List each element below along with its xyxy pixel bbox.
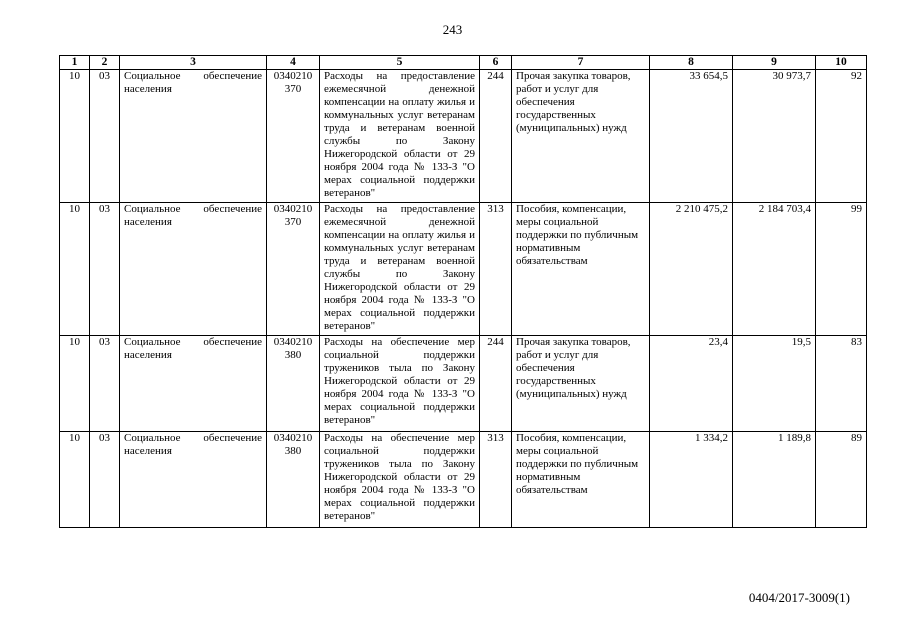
actual-amount: 1 189,8 <box>733 432 816 528</box>
document-code: 0404/2017-3009(1) <box>748 590 850 605</box>
expense-type-code: 313 <box>480 432 512 528</box>
column-header: 2 <box>90 56 120 70</box>
expense-description: Расходы на предоставление ежемесячной денежной компенсации на оплату жилья и коммунальных услуг ветеранам труда и ветеранам военной службы по Закону Нижегородской области от 29 ноября 2004 года № 133-З "О мерах социальной поддержки ветеранов" <box>320 203 480 336</box>
section-name: Социальное обеспечение населения <box>120 336 267 432</box>
table-row <box>60 203 867 336</box>
table-row <box>60 70 867 203</box>
section-code: 10 <box>60 336 90 432</box>
planned-amount: 23,4 <box>650 336 733 432</box>
table-header-row <box>60 56 867 70</box>
subsection-code: 03 <box>90 432 120 528</box>
expense-type-code: 313 <box>480 203 512 336</box>
section-code: 10 <box>60 203 90 336</box>
expense-type-name: Прочая закупка товаров, работ и услуг для обеспечения государственных (муниципальных) нужд <box>512 70 650 203</box>
column-header: 4 <box>267 56 320 70</box>
execution-percent: 83 <box>816 336 867 432</box>
planned-amount: 33 654,5 <box>650 70 733 203</box>
section-code: 10 <box>60 432 90 528</box>
column-header: 7 <box>512 56 650 70</box>
target-article-code: 0340210 380 <box>267 432 320 528</box>
subsection-code: 03 <box>90 336 120 432</box>
budget-table <box>59 55 867 528</box>
column-header: 6 <box>480 56 512 70</box>
section-name: Социальное обеспечение населения <box>120 432 267 528</box>
execution-percent: 92 <box>816 70 867 203</box>
actual-amount: 30 973,7 <box>733 70 816 203</box>
expense-type-name: Прочая закупка товаров, работ и услуг для обеспечения государственных (муниципальных) нужд <box>512 336 650 432</box>
page-number: 243 <box>442 22 463 37</box>
section-name: Социальное обеспечение населения <box>120 203 267 336</box>
column-header: 10 <box>816 56 867 70</box>
target-article-code: 0340210 380 <box>267 336 320 432</box>
column-header: 3 <box>120 56 267 70</box>
expense-type-code: 244 <box>480 336 512 432</box>
table-row <box>60 336 867 432</box>
column-header: 5 <box>320 56 480 70</box>
expense-description: Расходы на обеспечение мер социальной поддержки тружеников тыла по Закону Нижегородской области от 29 ноября 2004 года № 133-З "О мерах социальной поддержки ветеранов" <box>320 432 480 528</box>
planned-amount: 1 334,2 <box>650 432 733 528</box>
planned-amount: 2 210 475,2 <box>650 203 733 336</box>
actual-amount: 19,5 <box>733 336 816 432</box>
subsection-code: 03 <box>90 70 120 203</box>
actual-amount: 2 184 703,4 <box>733 203 816 336</box>
section-code: 10 <box>60 70 90 203</box>
column-header: 8 <box>650 56 733 70</box>
expense-type-code: 244 <box>480 70 512 203</box>
execution-percent: 89 <box>816 432 867 528</box>
expense-description: Расходы на предоставление ежемесячной денежной компенсации на оплату жилья и коммунальных услуг ветеранам труда и ветеранам военной службы по Закону Нижегородской области от 29 ноября 2004 года № 133-З "О мерах социальной поддержки ветеранов" <box>320 70 480 203</box>
table-row <box>60 432 867 528</box>
expense-type-name: Пособия, компенсации, меры социальной поддержки по публичным нормативным обязательствам <box>512 432 650 528</box>
subsection-code: 03 <box>90 203 120 336</box>
column-header: 9 <box>733 56 816 70</box>
section-name: Социальное обеспечение населения <box>120 70 267 203</box>
column-header: 1 <box>60 56 90 70</box>
target-article-code: 0340210 370 <box>267 203 320 336</box>
expense-type-name: Пособия, компенсации, меры социальной поддержки по публичным нормативным обязательствам <box>512 203 650 336</box>
target-article-code: 0340210 370 <box>267 70 320 203</box>
execution-percent: 99 <box>816 203 867 336</box>
expense-description: Расходы на обеспечение мер социальной поддержки тружеников тыла по Закону Нижегородской области от 29 ноября 2004 года № 133-З "О мерах социальной поддержки ветеранов" <box>320 336 480 432</box>
